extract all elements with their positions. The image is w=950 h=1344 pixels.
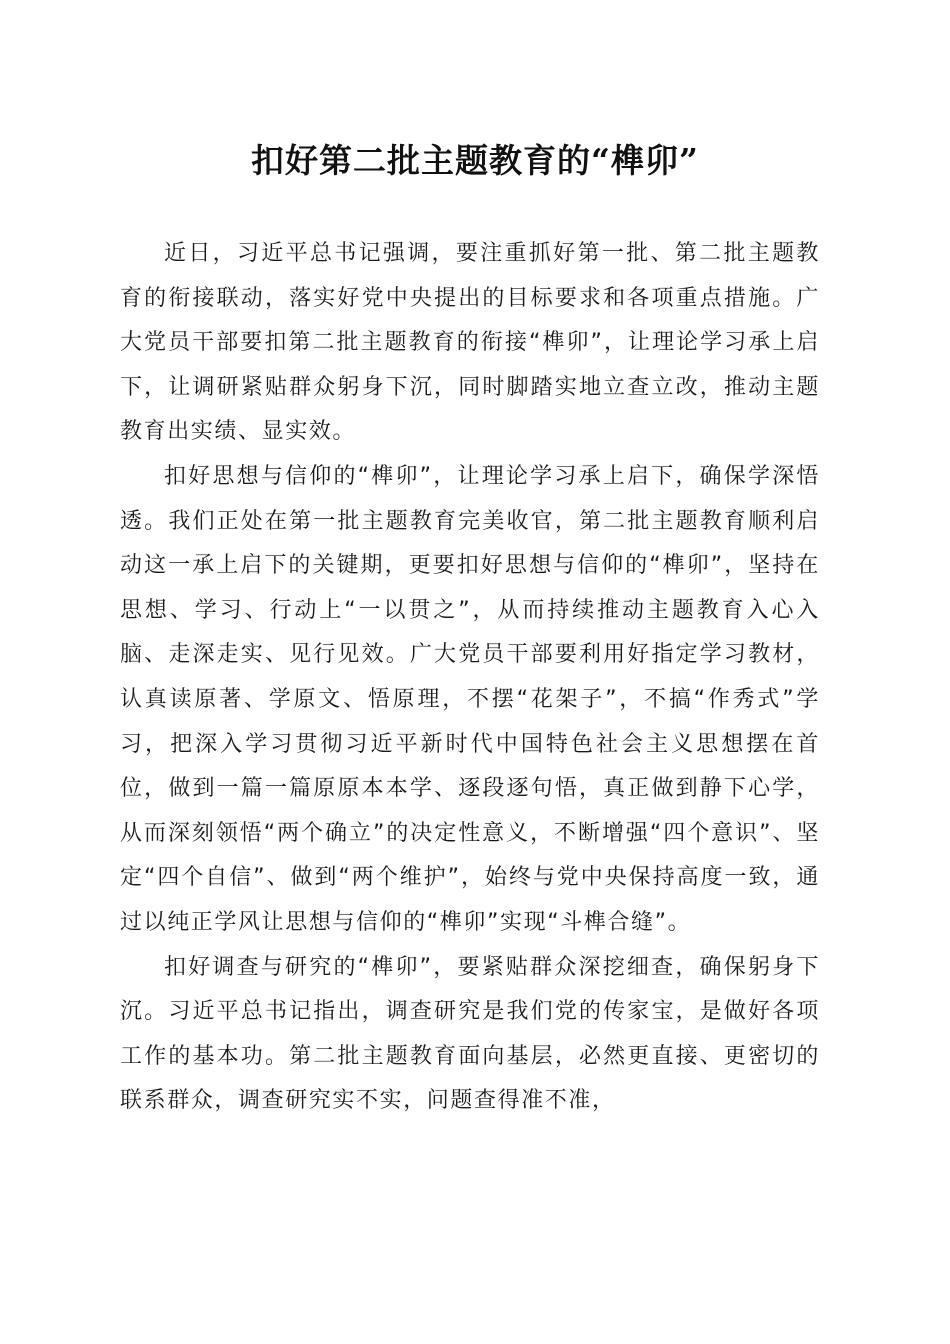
document-title: 扣好第二批主题教育的“榫卯”: [251, 141, 699, 180]
paragraph-1: 近日，习近平总书记强调，要注重抓好第一批、第二批主题教育的衔接联动，落实好党中央提出的目标要求和各项重点措施。广大党员干部要扣第二批主题教育的衔接“榫卯”，让理论学习承上启下，让调研紧贴群众躬身下沉，同时脚踏实地立查立改，推动主题教育出实绩、显实效。: [120, 241, 820, 445]
document-body: [120, 232, 820, 1124]
paragraph-2: 扣好思想与信仰的“榫卯”，让理论学习承上启下，确保学深悟透。我们正处在第一批主题教育完美收官，第二批主题教育顺利启动这一承上启下的关键期，更要扣好思想与信仰的“榫卯”，坚持在思想、学习、行动上“一以贯之”，从而持续推动主题教育入心入脑、走深走实、见行见效。广大党员干部要利用好指定学习教材，认真读原著、学原文、悟原理，不摆“花架子”，不搞“作秀式”学习，把深入学习贯彻习近平新时代中国特色社会主义思想摆在首位，做到一篇一篇原原本本学、逐段逐句悟，真正做到静下心学，从而深刻领悟“两个确立”的决定性意义，不断增强“四个意识”、坚定“四个自信”、做到“两个维护”，始终与党中央保持高度一致，通过以纯正学风让思想与信仰的“榫卯”实现“斗榫合缝”。: [120, 463, 820, 935]
paragraph-3: 扣好调查与研究的“榫卯”，要紧贴群众深挖细查，确保躬身下沉。习近平总书记指出，调查研究是我们党的传家宝，是做好各项工作的基本功。第二批主题教育面向基层，必然更直接、更密切的联系群众，调查研究实不实，问题查得准不准，: [120, 954, 820, 1114]
